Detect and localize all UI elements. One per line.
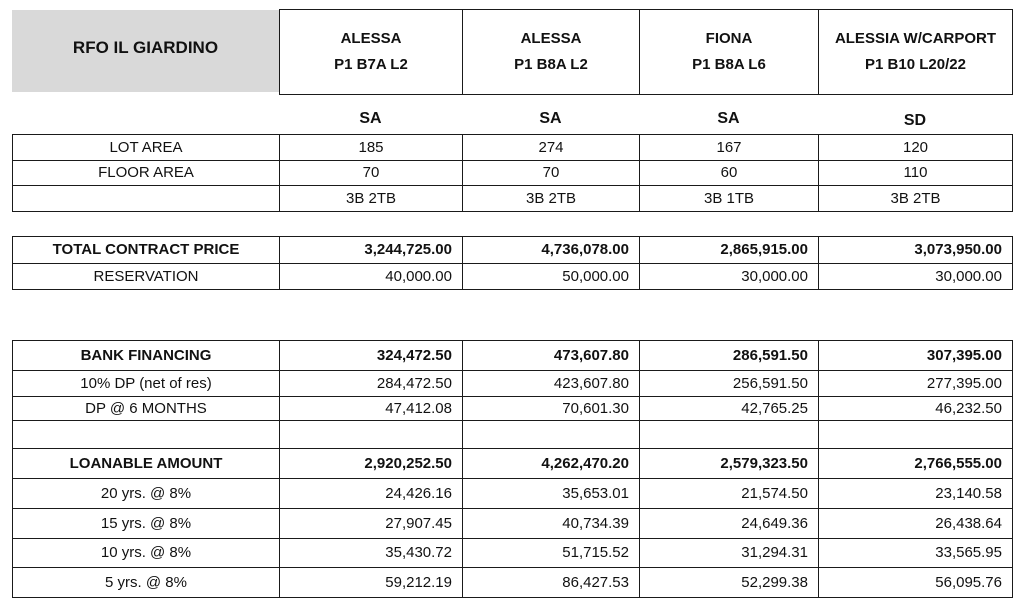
rooms-label-empty: [13, 186, 280, 212]
table-row: [13, 449, 1013, 479]
rooms-1: 3B 2TB: [280, 186, 463, 212]
dp6-3: 42,765.25: [640, 397, 819, 421]
table-row: [13, 341, 1013, 371]
term-10-1: 35,430.72: [280, 538, 463, 568]
lot-area-2: 274: [463, 135, 640, 161]
table-row: [13, 508, 1013, 538]
reservation-2: 50,000.00: [463, 263, 640, 290]
term-10-2: 51,715.52: [463, 538, 640, 568]
term-5-1: 59,212.19: [280, 568, 463, 598]
lot-area-4: 120: [819, 135, 1013, 161]
tcp-3: 2,865,915.00: [640, 237, 819, 264]
table-row: [13, 568, 1013, 598]
unit-header-3: FIONA P1 B8A L6: [640, 10, 819, 95]
term-10-label: 10 yrs. @ 8%: [13, 538, 280, 568]
tcp-4: 3,073,950.00: [819, 237, 1013, 264]
dp6-label: DP @ 6 MONTHS: [13, 397, 280, 421]
table-row: [13, 397, 1013, 421]
floor-area-1: 70: [280, 160, 463, 186]
term-20-2: 35,653.01: [463, 479, 640, 509]
term-20-1: 24,426.16: [280, 479, 463, 509]
dp6-4: 46,232.50: [819, 397, 1013, 421]
table-row: [13, 160, 1013, 186]
type-label-2: SA: [539, 110, 562, 127]
dp6-2: 70,601.30: [463, 397, 640, 421]
unit-header-2: ALESSA P1 B8A L2: [463, 10, 640, 95]
contract-table: [12, 236, 1013, 290]
term-5-label: 5 yrs. @ 8%: [13, 568, 280, 598]
table-row: [13, 263, 1013, 290]
dp6-1: 47,412.08: [280, 397, 463, 421]
loanable-2: 4,262,470.20: [463, 449, 640, 479]
reservation-3: 30,000.00: [640, 263, 819, 290]
bank-financing-label: BANK FINANCING: [13, 341, 280, 371]
type-label-4: SD: [903, 112, 927, 129]
reservation-1: 40,000.00: [280, 263, 463, 290]
spacer-cell: [819, 421, 1013, 449]
table-row: [13, 237, 1013, 264]
term-15-label: 15 yrs. @ 8%: [13, 508, 280, 538]
type-label-1: SA: [359, 110, 382, 127]
term-15-1: 27,907.45: [280, 508, 463, 538]
term-10-4: 33,565.95: [819, 538, 1013, 568]
bank-financing-4: 307,395.00: [819, 341, 1013, 371]
table-row: [13, 371, 1013, 397]
tcp-2: 4,736,078.00: [463, 237, 640, 264]
reservation-label: RESERVATION: [13, 263, 280, 290]
loanable-4: 2,766,555.00: [819, 449, 1013, 479]
term-15-2: 40,734.39: [463, 508, 640, 538]
table-row: [13, 135, 1013, 161]
loanable-3: 2,579,323.50: [640, 449, 819, 479]
spacer-cell: [463, 421, 640, 449]
tcp-label: TOTAL CONTRACT PRICE: [13, 237, 280, 264]
term-15-3: 24,649.36: [640, 508, 819, 538]
term-20-4: 23,140.58: [819, 479, 1013, 509]
floor-area-2: 70: [463, 160, 640, 186]
spacer-cell: [640, 421, 819, 449]
spacer-cell: [13, 421, 280, 449]
term-5-3: 52,299.38: [640, 568, 819, 598]
unit-header-4: ALESSIA W/CARPORT P1 B10 L20/22: [819, 10, 1013, 95]
unit-header-table: [279, 9, 1013, 95]
dp-2: 423,607.80: [463, 371, 640, 397]
bank-financing-3: 286,591.50: [640, 341, 819, 371]
table-row: [13, 421, 1013, 449]
type-label-3: SA: [717, 110, 740, 127]
bank-financing-1: 324,472.50: [280, 341, 463, 371]
term-20-3: 21,574.50: [640, 479, 819, 509]
floor-area-label: FLOOR AREA: [13, 160, 280, 186]
dp-label: 10% DP (net of res): [13, 371, 280, 397]
lot-area-1: 185: [280, 135, 463, 161]
term-5-2: 86,427.53: [463, 568, 640, 598]
floor-area-4: 110: [819, 160, 1013, 186]
term-15-4: 26,438.64: [819, 508, 1013, 538]
unit-header-1: ALESSA P1 B7A L2: [280, 10, 463, 95]
loanable-1: 2,920,252.50: [280, 449, 463, 479]
dp-3: 256,591.50: [640, 371, 819, 397]
dp-4: 277,395.00: [819, 371, 1013, 397]
term-5-4: 56,095.76: [819, 568, 1013, 598]
area-table: [12, 134, 1013, 212]
rooms-3: 3B 1TB: [640, 186, 819, 212]
loanable-label: LOANABLE AMOUNT: [13, 449, 280, 479]
spacer-cell: [280, 421, 463, 449]
floor-area-3: 60: [640, 160, 819, 186]
table-row: [13, 186, 1013, 212]
rooms-2: 3B 2TB: [463, 186, 640, 212]
table-row: [13, 479, 1013, 509]
table-row: [13, 538, 1013, 568]
reservation-4: 30,000.00: [819, 263, 1013, 290]
term-10-3: 31,294.31: [640, 538, 819, 568]
lot-area-3: 167: [640, 135, 819, 161]
dp-1: 284,472.50: [280, 371, 463, 397]
financing-table: [12, 340, 1013, 598]
term-20-label: 20 yrs. @ 8%: [13, 479, 280, 509]
rooms-4: 3B 2TB: [819, 186, 1013, 212]
bank-financing-2: 473,607.80: [463, 341, 640, 371]
lot-area-label: LOT AREA: [13, 135, 280, 161]
tcp-1: 3,244,725.00: [280, 237, 463, 264]
page-title: RFO IL GIARDINO: [72, 38, 219, 57]
